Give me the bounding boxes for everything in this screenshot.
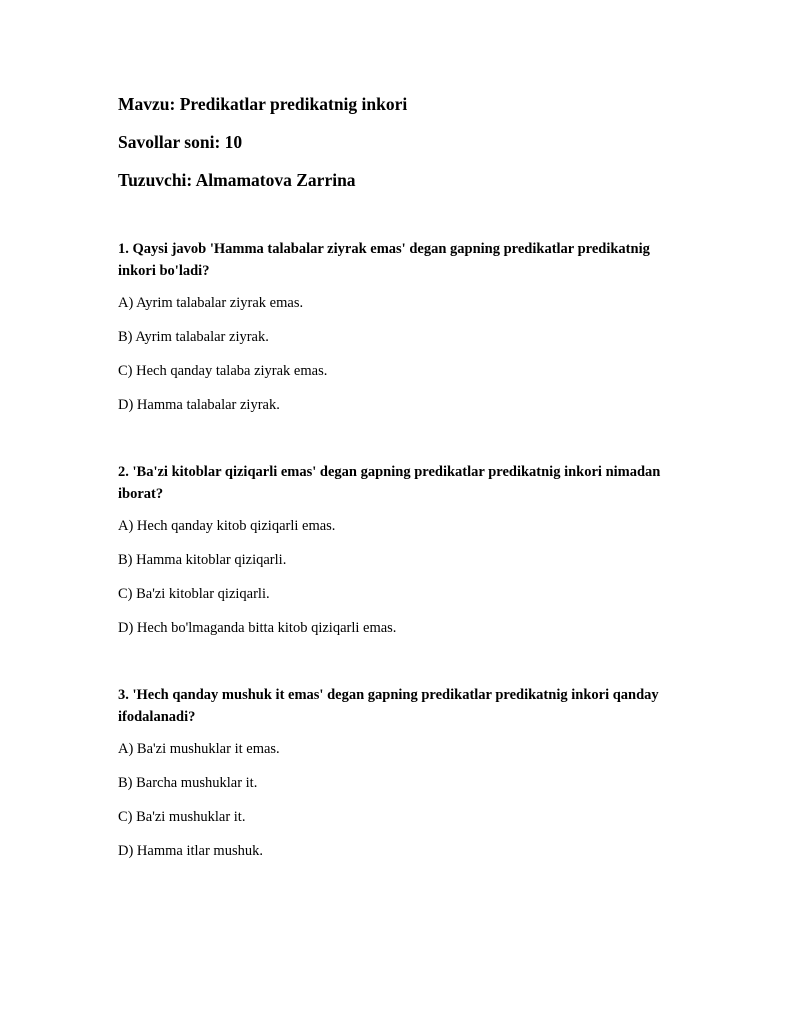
question-count-heading: Savollar soni: 10 (118, 132, 243, 152)
author-heading: Tuzuvchi: Almamatova Zarrina (118, 170, 356, 190)
question-1-option-b: B) Ayrim talabalar ziyrak. (118, 329, 269, 345)
question-3-option-c: C) Ba'zi mushuklar it. (118, 809, 246, 825)
question-2-option-b: B) Hamma kitoblar qiziqarli. (118, 552, 287, 568)
topic-heading: Mavzu: Predikatlar predikatnig inkori (118, 94, 408, 114)
question-3-option-a: A) Ba'zi mushuklar it emas. (118, 741, 280, 757)
question-text: 3. 'Hech qanday mushuk it emas' degan gapning predikatlar predikatnig inkori qanday ifodalanadi? (118, 687, 659, 725)
question-1 (118, 238, 678, 282)
question-1-option-c: C) Hech qanday talaba ziyrak emas. (118, 363, 328, 379)
question-2-option-c: C) Ba'zi kitoblar qiziqarli. (118, 586, 270, 602)
question-2 (118, 461, 678, 505)
question-text: 2. 'Ba'zi kitoblar qiziqarli emas' degan gapning predikatlar predikatnig inkori nimadan iborat? (118, 464, 661, 502)
question-3 (118, 684, 678, 728)
question-3-option-b: B) Barcha mushuklar it. (118, 775, 258, 791)
question-2-option-d: D) Hech bo'lmaganda bitta kitob qiziqarli emas. (118, 620, 397, 636)
question-2-option-a: A) Hech qanday kitob qiziqarli emas. (118, 518, 336, 534)
question-3-option-d: D) Hamma itlar mushuk. (118, 843, 263, 859)
question-1-option-d: D) Hamma talabalar ziyrak. (118, 397, 280, 413)
question-text: 1. Qaysi javob 'Hamma talabalar ziyrak emas' degan gapning predikatlar predikatnig inkori bo'ladi? (118, 241, 650, 279)
question-1-option-a: A) Ayrim talabalar ziyrak emas. (118, 295, 304, 311)
